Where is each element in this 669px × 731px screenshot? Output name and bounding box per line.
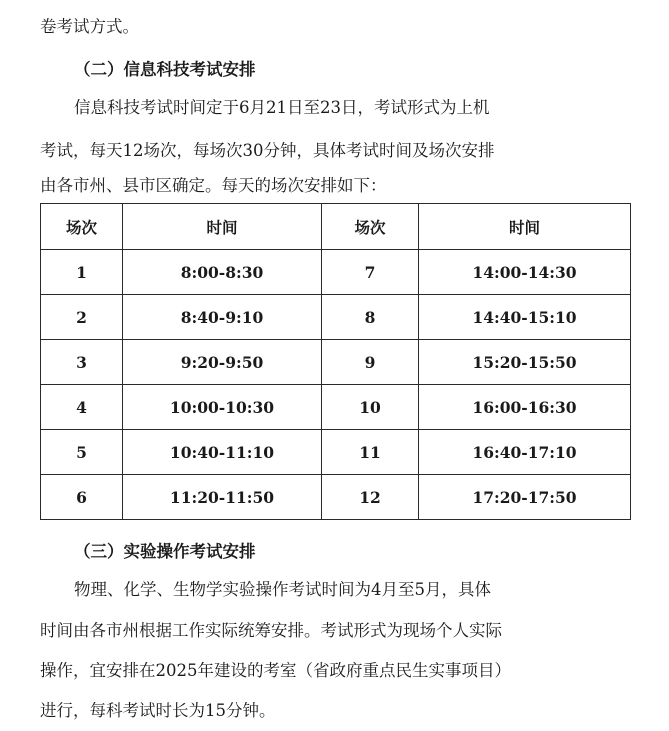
session-cell: 5 [41, 430, 123, 475]
section2-line-1: 信息科技考试时间定于6月21日至23日，考试形式为上机 [74, 98, 490, 117]
session-cell: 7 [322, 250, 419, 295]
session-cell: 3 [41, 340, 123, 385]
session-cell: 8 [322, 295, 419, 340]
session-cell: 12 [322, 475, 419, 520]
table-row [41, 295, 631, 340]
section3-line-3: 操作，宜安排在2025年建设的考室（省政府重点民生实事项目） [40, 661, 511, 680]
table-row [41, 475, 631, 520]
section3-heading: （三）实验操作考试安排 [74, 542, 256, 561]
table-row [41, 250, 631, 295]
time-cell: 14:40-15:10 [419, 295, 631, 340]
time-cell: 8:00-8:30 [123, 250, 322, 295]
section3-line-4: 进行，每科考试时长为15分钟。 [40, 701, 276, 720]
header-time-right: 时间 [419, 204, 631, 250]
schedule-table [40, 203, 631, 520]
time-cell: 17:20-17:50 [419, 475, 631, 520]
table-row [41, 385, 631, 430]
section2-heading: （二）信息科技考试安排 [74, 60, 256, 79]
time-cell: 11:20-11:50 [123, 475, 322, 520]
header-time-left: 时间 [123, 204, 322, 250]
session-cell: 11 [322, 430, 419, 475]
header-session-left: 场次 [41, 204, 123, 250]
session-cell: 1 [41, 250, 123, 295]
intro-tail-text: 卷考试方式。 [40, 17, 139, 36]
schedule-header-row [41, 204, 631, 250]
time-cell: 8:40-9:10 [123, 295, 322, 340]
session-cell: 9 [322, 340, 419, 385]
time-cell: 10:40-11:10 [123, 430, 322, 475]
header-session-right: 场次 [322, 204, 419, 250]
section3-line-1: 物理、化学、生物学实验操作考试时间为4月至5月，具体 [74, 580, 491, 599]
session-cell: 10 [322, 385, 419, 430]
session-cell: 4 [41, 385, 123, 430]
time-cell: 10:00-10:30 [123, 385, 322, 430]
time-cell: 9:20-9:50 [123, 340, 322, 385]
time-cell: 15:20-15:50 [419, 340, 631, 385]
session-cell: 6 [41, 475, 123, 520]
time-cell: 16:00-16:30 [419, 385, 631, 430]
session-cell: 2 [41, 295, 123, 340]
table-row [41, 340, 631, 385]
section3-line-2: 时间由各市州根据工作实际统筹安排。考试形式为现场个人实际 [40, 621, 502, 640]
section2-line-3: 由各市州、县市区确定。每天的场次安排如下： [40, 176, 387, 195]
table-row [41, 430, 631, 475]
time-cell: 14:00-14:30 [419, 250, 631, 295]
section2-line-2: 考试，每天12场次，每场次30分钟，具体考试时间及场次安排 [40, 141, 495, 160]
time-cell: 16:40-17:10 [419, 430, 631, 475]
